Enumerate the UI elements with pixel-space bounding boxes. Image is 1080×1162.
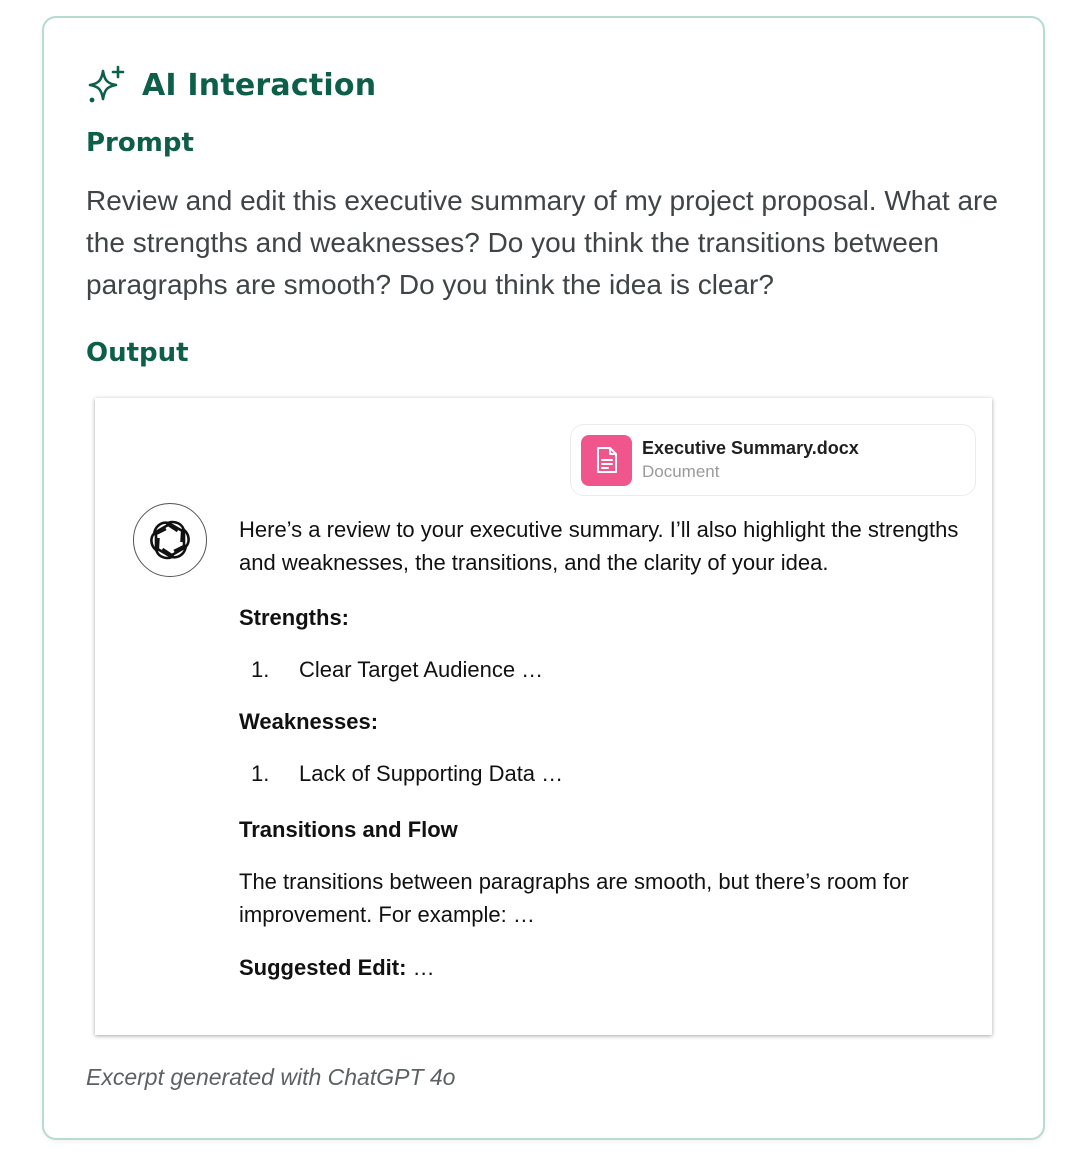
list-number: 1.	[251, 657, 270, 682]
list-item	[239, 653, 969, 686]
document-icon	[581, 435, 632, 486]
attachment-type: Document	[642, 462, 720, 481]
strengths-heading: Strengths:	[239, 605, 349, 630]
list-text: Lack of Supporting Data …	[299, 761, 564, 786]
attachment-chip[interactable]	[570, 424, 976, 496]
attachment-name: Executive Summary.docx	[642, 438, 859, 458]
assistant-avatar	[133, 503, 207, 577]
list-number: 1.	[251, 761, 270, 786]
prompt-text: Review and edit this executive summary of my project proposal. What are the strengths and weaknesses? Do you think the transitions between paragraphs are smooth? Do you think the idea is clear?	[86, 185, 998, 300]
response-intro: Here’s a review to your executive summary. I’ll also highlight the strengths and weaknesses, the transitions, and the clarity of your idea.	[239, 517, 959, 575]
suggested-edit-text: …	[406, 955, 435, 980]
card-title: AI Interaction	[142, 67, 377, 103]
transitions-text: The transitions between paragraphs are smooth, but there’s room for improvement. For example: …	[239, 869, 909, 927]
prompt-label: Prompt	[86, 128, 194, 158]
assistant-response	[239, 513, 969, 984]
list-text: Clear Target Audience …	[299, 657, 544, 682]
weaknesses-heading: Weaknesses:	[239, 709, 379, 734]
output-label: Output	[86, 338, 189, 368]
sparkle-icon	[86, 64, 128, 106]
caption: Excerpt generated with ChatGPT 4o	[86, 1064, 456, 1090]
card-header	[86, 62, 376, 108]
openai-logo-icon	[147, 517, 193, 563]
transitions-heading: Transitions and Flow	[239, 817, 458, 842]
suggested-edit	[239, 951, 969, 984]
suggested-edit-label: Suggested Edit:	[239, 955, 407, 980]
list-item	[239, 757, 969, 790]
